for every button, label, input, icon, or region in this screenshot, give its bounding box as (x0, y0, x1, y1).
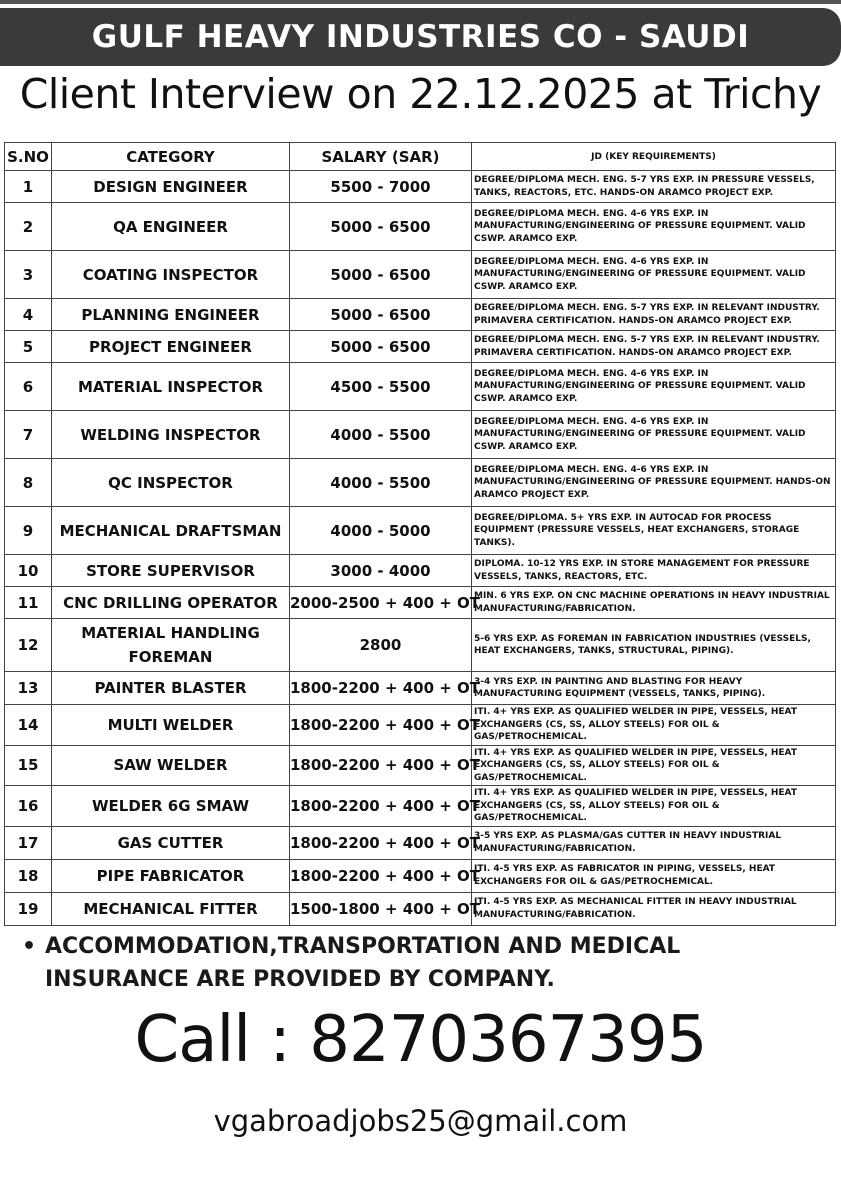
row-sno: 15 (5, 745, 52, 786)
row-jd: DEGREE/DIPLOMA MECH. ENG. 4-6 YRS EXP. IN MANUFACTURING/ENGINEERING OF PRESSURE EQUIPMENT. VALID CSWP. ARAMCO EXP. (472, 203, 836, 251)
row-category: WELDING INSPECTOR (52, 411, 290, 459)
row-category: MECHANICAL FITTER (52, 892, 290, 925)
row-category: STORE SUPERVISOR (52, 555, 290, 587)
table-row (5, 171, 836, 203)
row-category: PROJECT ENGINEER (52, 331, 290, 363)
row-jd: 5-6 YRS EXP. AS FOREMAN IN FABRICATION INDUSTRIES (VESSELS, HEAT EXCHANGERS, TANKS, STRUCTURAL, PIPING). (472, 619, 836, 672)
row-jd: DEGREE/DIPLOMA MECH. ENG. 4-6 YRS EXP. IN MANUFACTURING/ENGINEERING OF PRESSURE EQUIPMENT. VALID CSWP. ARAMCO EXP. (472, 411, 836, 459)
row-sno: 2 (5, 203, 52, 251)
row-jd: DEGREE/DIPLOMA MECH. ENG. 4-6 YRS EXP. IN MANUFACTURING/ENGINEERING OF PRESSURE EQUIPMENT. VALID CSWP. ARAMCO EXP. (472, 251, 836, 299)
row-salary: 4000 - 5500 (290, 411, 472, 459)
table-row (5, 411, 836, 459)
row-salary: 2000-2500 + 400 + OT (290, 587, 472, 619)
top-divider (0, 0, 841, 4)
row-salary: 1800-2200 + 400 + OT (290, 672, 472, 705)
row-sno: 1 (5, 171, 52, 203)
row-sno: 17 (5, 826, 52, 859)
row-sno: 10 (5, 555, 52, 587)
row-salary: 5000 - 6500 (290, 251, 472, 299)
row-sno: 13 (5, 672, 52, 705)
table-row (5, 299, 836, 331)
row-salary: 1800-2200 + 400 + OT (290, 745, 472, 786)
row-sno: 18 (5, 859, 52, 892)
table-header-row (5, 143, 836, 171)
table-row (5, 672, 836, 705)
row-salary: 4000 - 5500 (290, 459, 472, 507)
jobs-table (4, 142, 836, 926)
row-sno: 9 (5, 507, 52, 555)
table-row (5, 619, 836, 672)
row-sno: 8 (5, 459, 52, 507)
row-category: MATERIAL INSPECTOR (52, 363, 290, 411)
row-salary: 1800-2200 + 400 + OT (290, 859, 472, 892)
header-sno: S.NO (5, 143, 52, 171)
table-row (5, 859, 836, 892)
row-sno: 11 (5, 587, 52, 619)
row-salary: 1500-1800 + 400 + OT (290, 892, 472, 925)
table-row (5, 203, 836, 251)
row-salary: 3000 - 4000 (290, 555, 472, 587)
row-salary: 5000 - 6500 (290, 203, 472, 251)
company-banner (0, 8, 841, 66)
header-salary: SALARY (SAR) (290, 143, 472, 171)
table-row (5, 892, 836, 925)
row-category: QC INSPECTOR (52, 459, 290, 507)
table-row (5, 331, 836, 363)
row-category: PIPE FABRICATOR (52, 859, 290, 892)
row-salary: 1800-2200 + 400 + OT (290, 826, 472, 859)
contact-email: vgabroadjobs25@gmail.com (213, 1104, 628, 1138)
row-sno: 14 (5, 705, 52, 746)
row-jd: DIPLOMA. 10-12 YRS EXP. IN STORE MANAGEMENT FOR PRESSURE VESSELS, TANKS, REACTORS, ETC. (472, 555, 836, 587)
row-jd: DEGREE/DIPLOMA. 5+ YRS EXP. IN AUTOCAD FOR PROCESS EQUIPMENT (PRESSURE VESSELS, HEAT EXCHANGERS, STORAGE TANKS). (472, 507, 836, 555)
row-category: SAW WELDER (52, 745, 290, 786)
benefits-text: ACCOMMODATION,TRANSPORTATION AND MEDICAL INSURANCE ARE PROVIDED BY COMPANY. (45, 934, 681, 992)
row-category: PAINTER BLASTER (52, 672, 290, 705)
table-row (5, 363, 836, 411)
row-jd: ITI. 4+ YRS EXP. AS QUALIFIED WELDER IN PIPE, VESSELS, HEAT EXCHANGERS (CS, SS, ALLOY STEELS) FOR OIL & GAS/PETROCHEMICAL. (472, 786, 836, 827)
table-row (5, 786, 836, 827)
row-jd: DEGREE/DIPLOMA MECH. ENG. 5-7 YRS EXP. IN RELEVANT INDUSTRY. PRIMAVERA CERTIFICATION. HANDS-ON ARAMCO PROJECT EXP. (472, 299, 836, 331)
row-salary: 4000 - 5000 (290, 507, 472, 555)
table-row (5, 459, 836, 507)
row-category: MULTI WELDER (52, 705, 290, 746)
row-jd: ITI. 4-5 YRS EXP. AS MECHANICAL FITTER IN HEAVY INDUSTRIAL MANUFACTURING/FABRICATION. (472, 892, 836, 925)
row-salary: 5000 - 6500 (290, 299, 472, 331)
row-jd: 3-4 YRS EXP. IN PAINTING AND BLASTING FOR HEAVY MANUFACTURING EQUIPMENT (VESSELS, TANKS, PIPING). (472, 672, 836, 705)
table-row (5, 587, 836, 619)
row-jd: ITI. 4+ YRS EXP. AS QUALIFIED WELDER IN PIPE, VESSELS, HEAT EXCHANGERS (CS, SS, ALLOY STEELS) FOR OIL & GAS/PETROCHEMICAL. (472, 745, 836, 786)
row-sno: 5 (5, 331, 52, 363)
row-category: MATERIAL HANDLING FOREMAN (52, 619, 290, 672)
row-category: GAS CUTTER (52, 826, 290, 859)
row-sno: 12 (5, 619, 52, 672)
row-salary: 5500 - 7000 (290, 171, 472, 203)
row-jd: 3-5 YRS EXP. AS PLASMA/GAS CUTTER IN HEAVY INDUSTRIAL MANUFACTURING/FABRICATION. (472, 826, 836, 859)
header-category: CATEGORY (52, 143, 290, 171)
row-salary: 1800-2200 + 400 + OT (290, 786, 472, 827)
interview-subtitle: Client Interview on 22.12.2025 at Trichy (19, 70, 822, 118)
table-row (5, 507, 836, 555)
table-row (5, 745, 836, 786)
row-salary: 2800 (290, 619, 472, 672)
row-salary: 1800-2200 + 400 + OT (290, 705, 472, 746)
row-jd: MIN. 6 YRS EXP. ON CNC MACHINE OPERATIONS IN HEAVY INDUSTRIAL MANUFACTURING/FABRICATION. (472, 587, 836, 619)
row-category: DESIGN ENGINEER (52, 171, 290, 203)
row-category: CNC DRILLING OPERATOR (52, 587, 290, 619)
table-row (5, 251, 836, 299)
row-salary: 5000 - 6500 (290, 331, 472, 363)
row-sno: 16 (5, 786, 52, 827)
row-category: QA ENGINEER (52, 203, 290, 251)
row-sno: 19 (5, 892, 52, 925)
row-jd: DEGREE/DIPLOMA MECH. ENG. 4-6 YRS EXP. IN MANUFACTURING/ENGINEERING OF PRESSURE EQUIPMENT. VALID CSWP. ARAMCO EXP. (472, 363, 836, 411)
row-sno: 7 (5, 411, 52, 459)
company-name: GULF HEAVY INDUSTRIES CO - SAUDI (91, 19, 750, 55)
row-category: WELDER 6G SMAW (52, 786, 290, 827)
row-jd: DEGREE/DIPLOMA MECH. ENG. 4-6 YRS EXP. IN MANUFACTURING/ENGINEERING OF PRESSURE EQUIPMENT. HANDS-ON ARAMCO PROJECT EXP. (472, 459, 836, 507)
row-jd: DEGREE/DIPLOMA MECH. ENG. 5-7 YRS EXP. IN RELEVANT INDUSTRY. PRIMAVERA CERTIFICATION. HANDS-ON ARAMCO PROJECT EXP. (472, 331, 836, 363)
bullet-mark: • (22, 934, 37, 959)
row-jd: ITI. 4-5 YRS EXP. AS FABRICATOR IN PIPING, VESSELS, HEAT EXCHANGERS FOR OIL & GAS/PETROCHEMICAL. (472, 859, 836, 892)
row-jd: ITI. 4+ YRS EXP. AS QUALIFIED WELDER IN PIPE, VESSELS, HEAT EXCHANGERS (CS, SS, ALLOY STEELS) FOR OIL & GAS/PETROCHEMICAL. (472, 705, 836, 746)
row-category: MECHANICAL DRAFTSMAN (52, 507, 290, 555)
table-row (5, 705, 836, 746)
row-sno: 4 (5, 299, 52, 331)
row-category: PLANNING ENGINEER (52, 299, 290, 331)
row-category: COATING INSPECTOR (52, 251, 290, 299)
row-sno: 6 (5, 363, 52, 411)
header-jd: JD (KEY REQUIREMENTS) (472, 143, 836, 171)
row-salary: 4500 - 5500 (290, 363, 472, 411)
call-number: Call : 8270367395 (134, 1003, 707, 1077)
benefits-note (22, 930, 802, 996)
table-row (5, 555, 836, 587)
row-jd: DEGREE/DIPLOMA MECH. ENG. 5-7 YRS EXP. IN PRESSURE VESSELS, TANKS, REACTORS, ETC. HANDS-ON ARAMCO PROJECT EXP. (472, 171, 836, 203)
row-sno: 3 (5, 251, 52, 299)
table-row (5, 826, 836, 859)
